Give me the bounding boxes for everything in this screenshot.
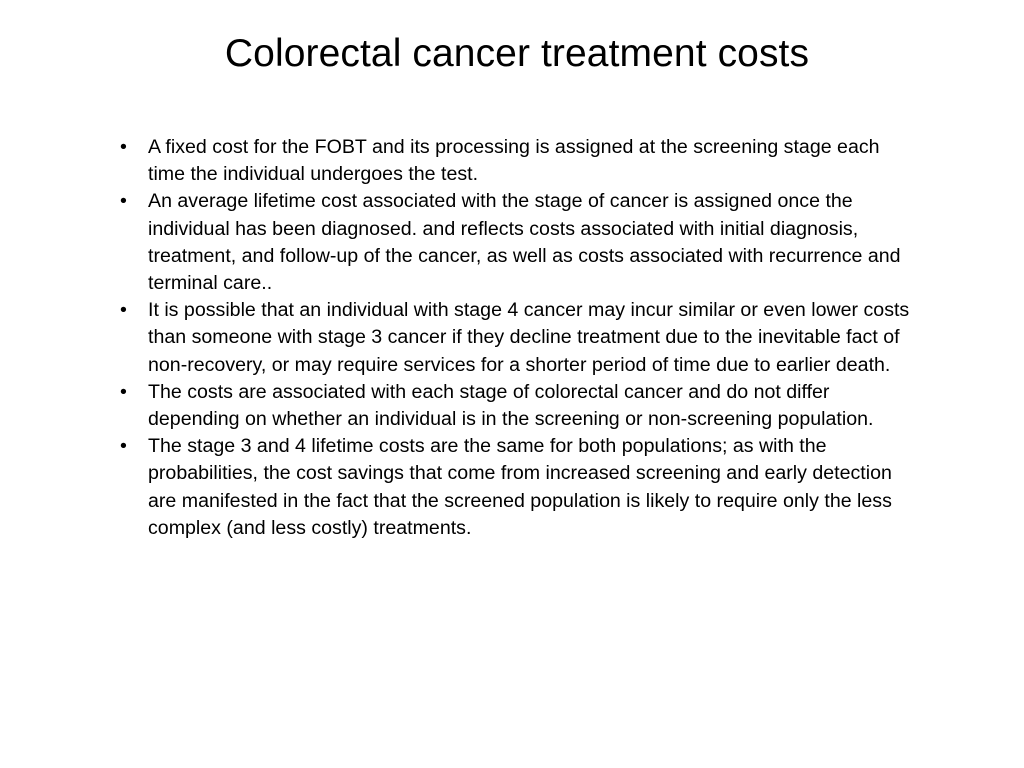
bullet-marker: • bbox=[120, 190, 127, 213]
bullet-item bbox=[120, 134, 910, 188]
bullet-text: An average lifetime cost associated with the stage of cancer is assigned once the individual has been diagnosed. and reflects costs associated with initial diagnosis, treatment, and follow-up of the cancer, as well as costs associated with recurrence and terminal care.. bbox=[148, 190, 901, 295]
bullet-marker: • bbox=[120, 435, 127, 458]
bullet-item bbox=[120, 433, 910, 542]
bullet-item bbox=[120, 188, 910, 297]
bullet-item bbox=[120, 297, 910, 379]
bullet-text: The stage 3 and 4 lifetime costs are the same for both populations; as with the probabilities, the cost savings that come from increased screening and early detection are manifested in the fact that the screened population is likely to require only the less complex (and less costly) treatments. bbox=[148, 435, 892, 539]
bullet-list bbox=[120, 134, 910, 542]
slide-title: Colorectal cancer treatment costs bbox=[224, 32, 810, 75]
bullet-marker: • bbox=[120, 299, 127, 322]
bullet-text: A fixed cost for the FOBT and its processing is assigned at the screening stage each time the individual undergoes the test. bbox=[148, 136, 880, 186]
bullet-marker: • bbox=[120, 380, 127, 403]
bullet-text: The costs are associated with each stage of colorectal cancer and do not differ depending on whether an individual is in the screening or non-screening population. bbox=[148, 380, 874, 431]
bullet-marker: • bbox=[120, 136, 127, 158]
bullet-text: It is possible that an individual with stage 4 cancer may incur similar or even lower costs than someone with stage 3 cancer if they decline treatment due to the inevitable fact of non-recovery, or may require services for a shorter period of time due to earlier death. bbox=[148, 299, 910, 376]
bullet-item bbox=[120, 379, 910, 433]
